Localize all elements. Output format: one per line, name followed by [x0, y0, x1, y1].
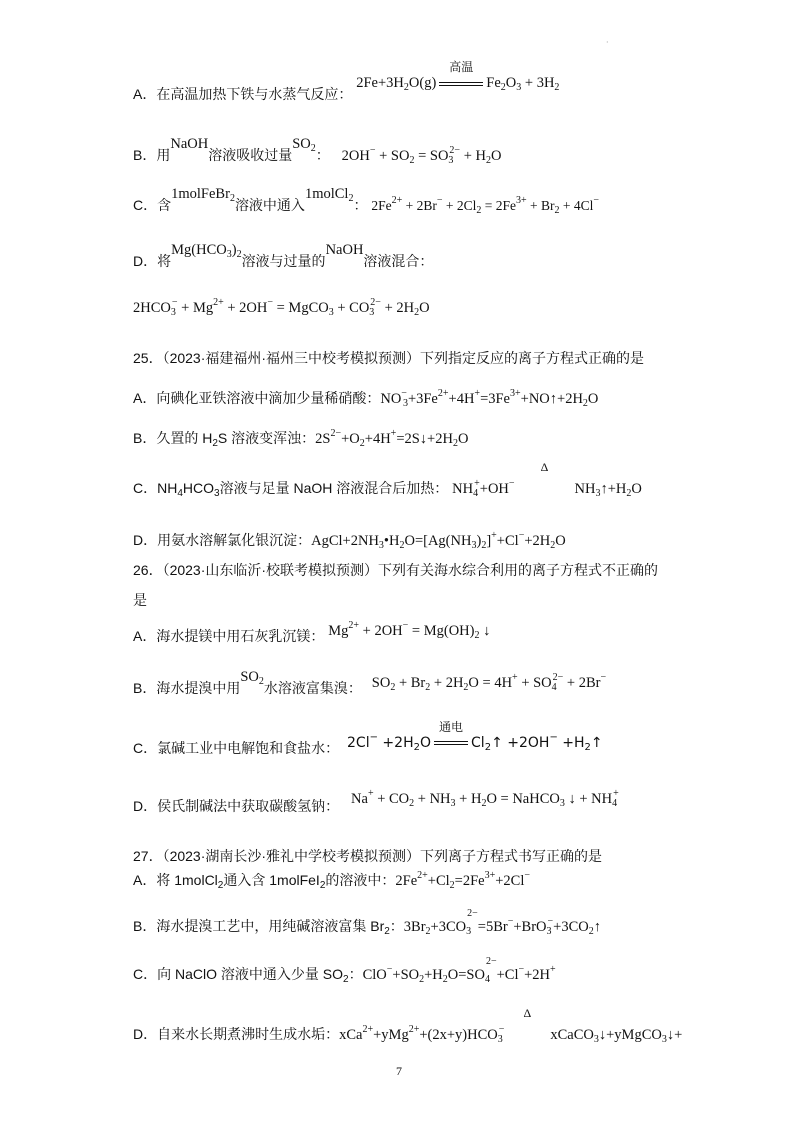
q24-option-b: [133, 136, 502, 166]
q27-c-equation: $ClO^-+SO_2+H_2O=SO_4^{2-}+Cl^-+2H^+$: [362, 956, 556, 985]
q26-option-d: [133, 788, 619, 817]
q27-a-label3: 的溶液中：: [325, 872, 396, 888]
q25-c-condition: Δ: [540, 460, 549, 474]
q24-d-mg-text: Mg(HCO: [171, 242, 227, 258]
q24-d-equation: $2HCO_3^- + Mg^{2+} + 2OH^-$ = MgCO$_3$ + $CO_3^{2-} + 2H_2O$: [133, 297, 430, 318]
q24-d-label2: 溶液与过量的: [241, 253, 326, 269]
q24-a-label: A．在高温加热下铁与水蒸气反应：: [133, 86, 353, 102]
q26-option-a: [133, 620, 491, 647]
q27-c-label: C．向 NaClO 溶液中通入少量 SO: [133, 966, 344, 982]
q27-option-a: A．将 1molCl$_2$通入含 1molFeI$_2$的溶液中：$2Fe^{2+}+Cl_2=2Fe^{3+}+2Cl^-$: [133, 870, 531, 891]
q25-c-label: C．NH: [133, 480, 178, 496]
corner-mark: ·: [606, 38, 609, 47]
q24-a-equation: $2Fe+3H_2O(g)$ 高温 $Fe_2O_3 + 3H_2$: [356, 75, 559, 91]
q25-d-equation: $AgCl+2NH_3•H_2O=[Ag(NH_3)_2]^++Cl^-+2H_2O$: [311, 530, 566, 551]
q27-c-label2: ：: [348, 966, 363, 982]
q24-c-colon: ：: [353, 197, 368, 213]
q25-c-equation: $NH_4^++OH^-$ Δ $NH_3↑+H_2O$: [452, 481, 642, 497]
q27-a-equation: $2Fe^{2+}+Cl_2=2Fe^{3+}+2Cl^-$: [395, 870, 531, 891]
q24-b-equation: $2OH^- + SO_2 = SO_3^{2-} + H_2O$: [341, 145, 502, 166]
q26-d-equation: $Na^+ + CO_2 + NH_3 + H_2O$ = NaHCO$_3$ ↓ + $NH_4^+$: [351, 788, 619, 809]
q27-option-c: C．向 NaClO 溶液中通入少量 $SO_2$：$ClO^-+SO_2+H_2O=SO_4^{2-}+Cl^-+2H^+$: [133, 956, 556, 985]
q24-d-label: D．将: [133, 253, 172, 269]
q24-c-cl2: 1molCl$_2$: [304, 186, 354, 204]
q25-d-label: D．用氨水溶解氯化银沉淀：: [133, 532, 312, 548]
q27-b-label: B．海水提溴工艺中，用纯碱溶液富集 Br: [133, 918, 385, 934]
q27-option-b: B．海水提溴工艺中，用纯碱溶液富集 $Br_2$：$3Br_2+3CO_3^{2-}=5Br^-+BrO_3^-+3CO_2↑$: [133, 908, 601, 937]
q24-b-label: B．用: [133, 147, 171, 163]
q24-d-label3: 溶液混合：: [363, 253, 434, 269]
q27-b-equation: $3Br_2+3CO_3^{2-}=5Br^-+BrO_3^-+3CO_2↑$: [403, 908, 601, 937]
q25-option-c: C．$NH_4HCO_3$溶液与足量 NaOH 溶液混合后加热： $NH_4^++OH^-$ Δ $NH_3↑+H_2O$: [133, 478, 642, 499]
q25-stem: 25．（2023·福建福州·福州三中校考模拟预测）下列指定反应的离子方程式正确的是: [133, 350, 645, 366]
q27-b-label2: ：: [389, 918, 404, 934]
q26-b-label2: 水溶液富集溴：: [263, 680, 362, 696]
q27-stem: 27．（2023·湖南长沙·雅礼中学校考模拟预测）下列离子方程式书写正确的是: [133, 848, 603, 864]
q24-d-mg: $Mg(HCO_3)_2$: [171, 242, 242, 260]
q27-d-label: D．自来水长期煮沸时生成水垢：: [133, 1026, 340, 1042]
q25-c-label3: 溶液与足量 NaOH 溶液混合后加热：: [219, 480, 449, 496]
q25-b-equation: $2S^{2-}+O_2+4H^+=2S↓+2H_2O$: [315, 428, 469, 449]
q26-stem: 26．（2023·山东临沂·校联考模拟预测）下列有关海水综合利用的离子方程式不正确的: [133, 562, 659, 578]
q24-b-naoh: NaOH: [170, 136, 209, 152]
q25-b-label2: S 溶液变浑浊：: [217, 430, 316, 446]
q25-option-a: [133, 388, 598, 409]
q24-option-a: [133, 60, 560, 105]
q25-a-equation: $NO^-_3+3Fe^{2+}+4H^+=3Fe^{3+}+NO↑+2H_2O$: [380, 388, 599, 409]
q26-b-label: B．海水提溴中用: [133, 680, 241, 696]
q26-c-equation: $2Cl^- +2H_2O$ 通电 $Cl_2↑ +2OH^-$ $+H_2↑$: [347, 735, 603, 751]
q26-b-equation: $SO_2 + Br_2 + 2H_2O = 4H^+ + SO_4^{2-} + 2Br^-$: [371, 672, 607, 693]
q24-option-d: [133, 242, 434, 272]
q25-option-b: B．久置的 $H_2S$ 溶液变浑浊：$2S^{2-}+O_2+4H^+=2S↓+2H_2O$: [133, 428, 469, 449]
q27-d-equation: $xCa^{2+}+yMg^{2+}+(2x+y)HCO_3^-$ Δ xCaCO$_3$↓+yMgCO$_3$↓+: [339, 1027, 682, 1043]
q25-b-label: B．久置的 H: [133, 430, 213, 446]
q24-c-equation: $2Fe^{2+} + 2Br^- + 2Cl_2 = 2Fe^{3+} + Br_2 + 4Cl^-$: [371, 195, 600, 216]
q26-stem-cont: 是: [133, 592, 147, 608]
q27-option-d: [133, 1006, 683, 1045]
q27-d-condition: Δ: [523, 1006, 532, 1020]
q24-d-naoh: NaOH: [325, 242, 364, 258]
q24-b-so2: $SO_2$: [292, 136, 316, 154]
q26-a-label: A．海水提镁中用石灰乳沉镁：: [133, 628, 325, 644]
q25-c-label2: HCO: [182, 480, 215, 496]
q26-c-label: C．氯碱工业中电解饱和食盐水：: [133, 740, 340, 756]
q27-a-label: A．将 1molCl: [133, 872, 218, 888]
q25-a-label: A．向碘化亚铁溶液中滴加少量稀硝酸：: [133, 390, 381, 406]
q25-option-d: [133, 530, 566, 551]
q26-b-so2: $SO_2$: [240, 669, 264, 687]
q26-option-b: [133, 669, 607, 699]
q24-c-label: C．含: [133, 197, 172, 213]
q24-c-febr2: 1molFeBr$_2$: [171, 186, 235, 204]
q26-a-equation: $Mg^{2+} + 2OH^- = Mg(OH)_2$ ↓: [328, 620, 491, 641]
q24-c-febr2-text: 1molFeBr: [171, 186, 230, 202]
q27-a-label2: 通入含 1molFeI: [223, 872, 320, 888]
q24-b-label2: 溶液吸收过量: [208, 147, 293, 163]
q24-a-condition: 高温: [449, 60, 474, 74]
q24-option-c: [133, 186, 600, 216]
page-number: 7: [396, 1064, 402, 1078]
q24-c-cl2-text: 1molCl: [304, 186, 349, 202]
q24-c-label2: 溶液中通入: [234, 197, 305, 213]
q24-b-colon: ：: [315, 147, 330, 163]
q26-d-label: D．侯氏制碱法中获取碳酸氢钠：: [133, 798, 340, 814]
q26-option-c: [133, 720, 603, 759]
q26-c-condition: 通电: [439, 720, 464, 734]
